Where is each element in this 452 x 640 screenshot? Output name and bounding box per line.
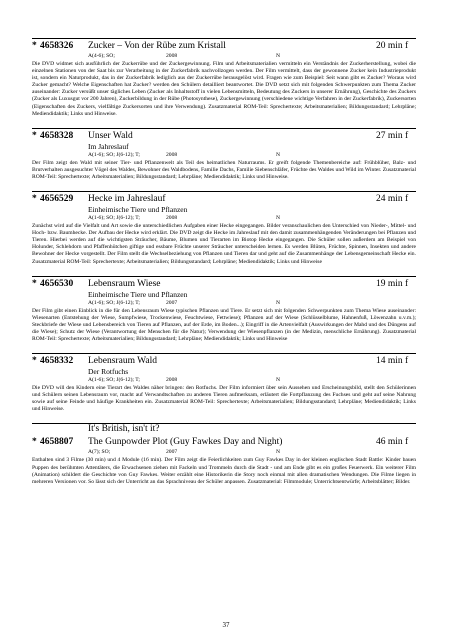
rights-code: N	[276, 377, 281, 384]
catalog-entry	[32, 38, 416, 118]
entry-subtitle: Im Jahreslauf	[88, 141, 129, 151]
catalog-entry	[32, 128, 416, 181]
series-title: It's British, isn't it?	[88, 424, 160, 435]
rights-code: N	[276, 449, 281, 456]
page-number: 37	[222, 621, 230, 629]
entry-description: Zunächst wird auf die Vielfalt und Art sowie die unterschiedlichen Aufgaben einer Hecke eingegangen. Bilder veranschaulichen den Unterschied von Nieder-, Mittel- und Hoch- bzw. Baumhecke. Der Aufbau der Hecke wird erklärt. Die DVD zeigt die Hecke im Jahreslauf mit den damit zusammenhängenden Veränderungen bei Pflanzen und Tieren. Hierbei werden auf die wichtigsten Sträucher, Bäume, Blumen und Tierarten im Biotop Hecke eingegangen. Die Schüler sollen außerdem am Beispiel von Holunder, Schlehdorn und Pfaffenhütchen giftige und essbare Früchte unserer Sträucher unterscheiden lernen. Es werden Blüten, Früchte, Spinnen, Insekten und andere Bewohner der Hecke vorgestellt. Der Film stellt die Wechselbeziehung von Pflanzen und Tieren dar und geht auf die Zusammenhänge der Lebensgemeinschaft Hecke ein. Zusatzmaterial ROM-Teil: Sprechertexte; Arbeitsmaterialien; Bildungsstandard; Lehrpläne; Mediendidaktik; Links und Hinweise	[32, 223, 416, 265]
entry-title-row	[32, 39, 416, 52]
entry-title-row	[32, 435, 416, 448]
rights-code: N	[276, 151, 281, 158]
media-number: 4656530	[40, 278, 74, 289]
new-marker: *	[32, 437, 37, 448]
catalog-entry	[32, 423, 416, 485]
new-marker: *	[32, 278, 37, 289]
audience: A(1-6); SO; J(6-12); T;	[88, 377, 140, 384]
entry-title-row	[32, 354, 416, 367]
entry-subtitle: Einheimische Tiere und Pflanzen	[88, 205, 188, 215]
entry-title: Unser Wald	[88, 130, 133, 141]
entry-subtitle: Der Rotfuchs	[88, 367, 129, 377]
entry-meta	[32, 52, 416, 60]
entry-description: Der Film gibt einen Einblick in die für den Lebensraum Wiese typischen Pflanzen und Tiere. Er setzt sich mit folgenden Schwerpunkten zum Thema Wiese auseinander: Wiesenarten (Entstehung der Wiese, Sumpfwiese, Trockenwiese, Feuchtwiese, Fettwiese); Pflanzen auf der Wiese (Schlüsselblume, Hahnenfuß, Löwenzahn u.v.m.); Steckbriefe der Wiese und Lebensbereich von Tieren auf Pflanzen, auf der Erde, im Boden...); Eingriff in die Artenvielfalt (Auswirkungen der Mahd und des Düngens auf die Wiese); Schutz der Wiese (Verantwortung der Menschen für die Natur); Verwendung der Wiesenpflanzen (in der Medizin, menschliche Ernährung). Zusatzmaterial ROM-Teil: Sprechertexte; Arbeitsmaterialien; Bildungsstandard; Lehrpläne; Mediendidaktik; Links und Hinweise	[32, 307, 416, 342]
audience: A(1-6); SO; J(6-12); T;	[88, 299, 140, 306]
entry-duration: 24 min f	[376, 194, 409, 205]
entry-title-row	[32, 129, 416, 142]
entry-title: Hecke im Jahreslauf	[88, 194, 166, 205]
year: 2007	[166, 449, 178, 456]
entry-title: Lebensraum Wiese	[88, 278, 161, 289]
entry-duration: 14 min f	[376, 356, 409, 367]
media-number: 4658328	[40, 130, 74, 141]
new-marker: *	[32, 130, 37, 141]
entry-description: Der Film zeigt den Wald mit seiner Tier- und Pflanzenwelt als Teil des heimatlichen Naturraums. Er greift folgende Themenbereiche auf: Frühblüher, Balz- und Brutverhalten ausgesuchter Vögel des Waldes, Bewohner des Waldbodens, Familie Dachs, Familie Siebenschläfer, Früchte des Waldes und Wild im Winter. Zusatzmaterial ROM-Teil: Sprechertexte; Arbeitsmaterialien; Bildungsstandard; Lehrpläne; Mediendidaktik; Links und Hinweise.	[32, 159, 416, 180]
entry-title: Zucker – Von der Rübe zum Kristall	[88, 41, 226, 51]
media-number: 4656529	[40, 194, 74, 205]
entry-meta	[32, 376, 416, 384]
audience: A(4-6); SO;	[88, 53, 115, 59]
year: 2008	[166, 53, 178, 59]
new-marker: *	[32, 194, 37, 205]
catalog-page	[32, 38, 416, 496]
audience: A(1-6); SO; J(6-12); T;	[88, 215, 140, 222]
rights-code: N	[276, 299, 281, 306]
entry-meta	[32, 299, 416, 307]
entry-title: The Gunpowder Plot (Guy Fawkes Day and Night)	[88, 437, 283, 448]
entry-title-row	[32, 277, 416, 290]
entry-description: Die DVD widmet sich ausführlich der Zuckerrübe und der Zuckergewinnung. Film und Arbeitsmaterialien vermitteln ein Verständnis der Zuckerherstellung, wobei die einzelnen Stationen von der Saat bis zur Verarbeitung in der Zuckerfabrik nachvollzogen werden. Der Film vermittelt, dass der gewonnene Zucker kein Industrieprodukt ist, sondern ein Naturprodukt, das in der Zuckerfabrik lediglich aus der Zuckerrübe herausgelöst wird. Fragen wie zum Beispiel: Seit wann gibt es Zucker? Woraus wird Zucker gemacht? Welche Eigenschaften hat Zucker? werden den Schülern detailliert beantwortet. Die DVD setzt sich mit folgenden Schwerpunkten zum Thema Zucker auseinander: Zucker versüßt unser tägliches Leben (Zucker als Inhaltsstoff in vielen Lebensmitteln, Bedeutung des Zuckers in unserer Ernährung), Geschichte des Zuckers (Zucker als Luxusgut vor 200 Jahren), Zuckerbildung in der Rübe (Photosynthese), Zuckergewinnung (verschiedene wichtige Verfahren in der Zuckerfabrik), Zuckersorten (Eigenschaften des Zuckers, vielfältige Zuckersorten und ihre Verwendung). Zusatzmaterial ROM-Teil: Sprechertexte; Arbeitsmaterialien; Bildungsstandard; Lehrpläne; Mediendidaktik; Links und Hinweise.	[32, 61, 416, 117]
rights-code: N	[276, 53, 281, 59]
year: 2007	[166, 299, 178, 306]
entry-duration: 46 min f	[376, 437, 409, 448]
entry-meta	[32, 448, 416, 456]
catalog-entry	[32, 191, 416, 266]
entry-subtitle: Einheimische Tiere und Pflanzen	[88, 289, 188, 299]
entry-meta	[32, 151, 416, 159]
new-marker: *	[32, 41, 37, 51]
entry-description: Enthalten sind 3 Filme (30 min) und 4 Module (16 min). Der Film zeigt die Feierlichkeiten zum Guy Fawkes Day in der kleinen englischen Stadt Battle: Kinder bauen Puppen des berühmten Attentäters, die Erwachsenen ziehen mit Fackeln und Trommeln durch die Stadt - und am Ende gibt es ein großes Feuerwerk. Ein weiterer Film (Animation) schildert die Geschichte von Guy Fawkes. Weiter erzählt eine Historikerin die Story noch einmal mit allen dramatischen Wendungen. Die Filme liegen in mehreren Versionen vor. So lässt sich der Unterricht an das Sprachniveau der Schüler anpassen. Zusatzmaterial: Filmmodule; Unterrichtsentwürfe; Arbeitsblätter; Bilder.	[32, 457, 416, 485]
media-number: 4658807	[40, 437, 74, 448]
entry-duration: 20 min f	[376, 41, 409, 51]
new-marker: *	[32, 356, 37, 367]
audience: A(1-6); SO; J(6-12); T;	[88, 151, 140, 158]
catalog-entry	[32, 276, 416, 343]
year: 2008	[166, 377, 178, 384]
entry-meta	[32, 214, 416, 222]
year: 2008	[166, 215, 178, 222]
media-number: 4658326	[40, 41, 74, 51]
year: 2008	[166, 151, 178, 158]
entry-title: Lebensraum Wald	[88, 356, 157, 367]
media-number: 4658332	[40, 356, 74, 367]
entry-title-row	[32, 192, 416, 205]
entry-description: Die DVD will den Kindern eine Tierart des Waldes näher bringen: den Rotfuchs. Der Film informiert über sein Aussehen und Erscheinungsbild, stellt den Schülerinnen und Schülern seinen Lebensraum vor, macht auf Verwandtschaften zu anderen Tieren aufmerksam, erläutert die Fortpflanzung des Fuchses und geht auf seine Nahrung sowie auf seine Feinde und häufige Krankheiten ein. Zusatzmaterial ROM-Teil: Sprechertexte; Arbeitsmaterialien; Bildungsstandard; Lehrpläne; Mediendidaktik; Links und Hinweise.	[32, 385, 416, 413]
entry-duration: 27 min f	[376, 130, 409, 141]
catalog-entry	[32, 353, 416, 413]
audience: A(7); SO;	[88, 449, 111, 456]
entry-duration: 19 min f	[376, 278, 409, 289]
rights-code: N	[276, 215, 281, 222]
